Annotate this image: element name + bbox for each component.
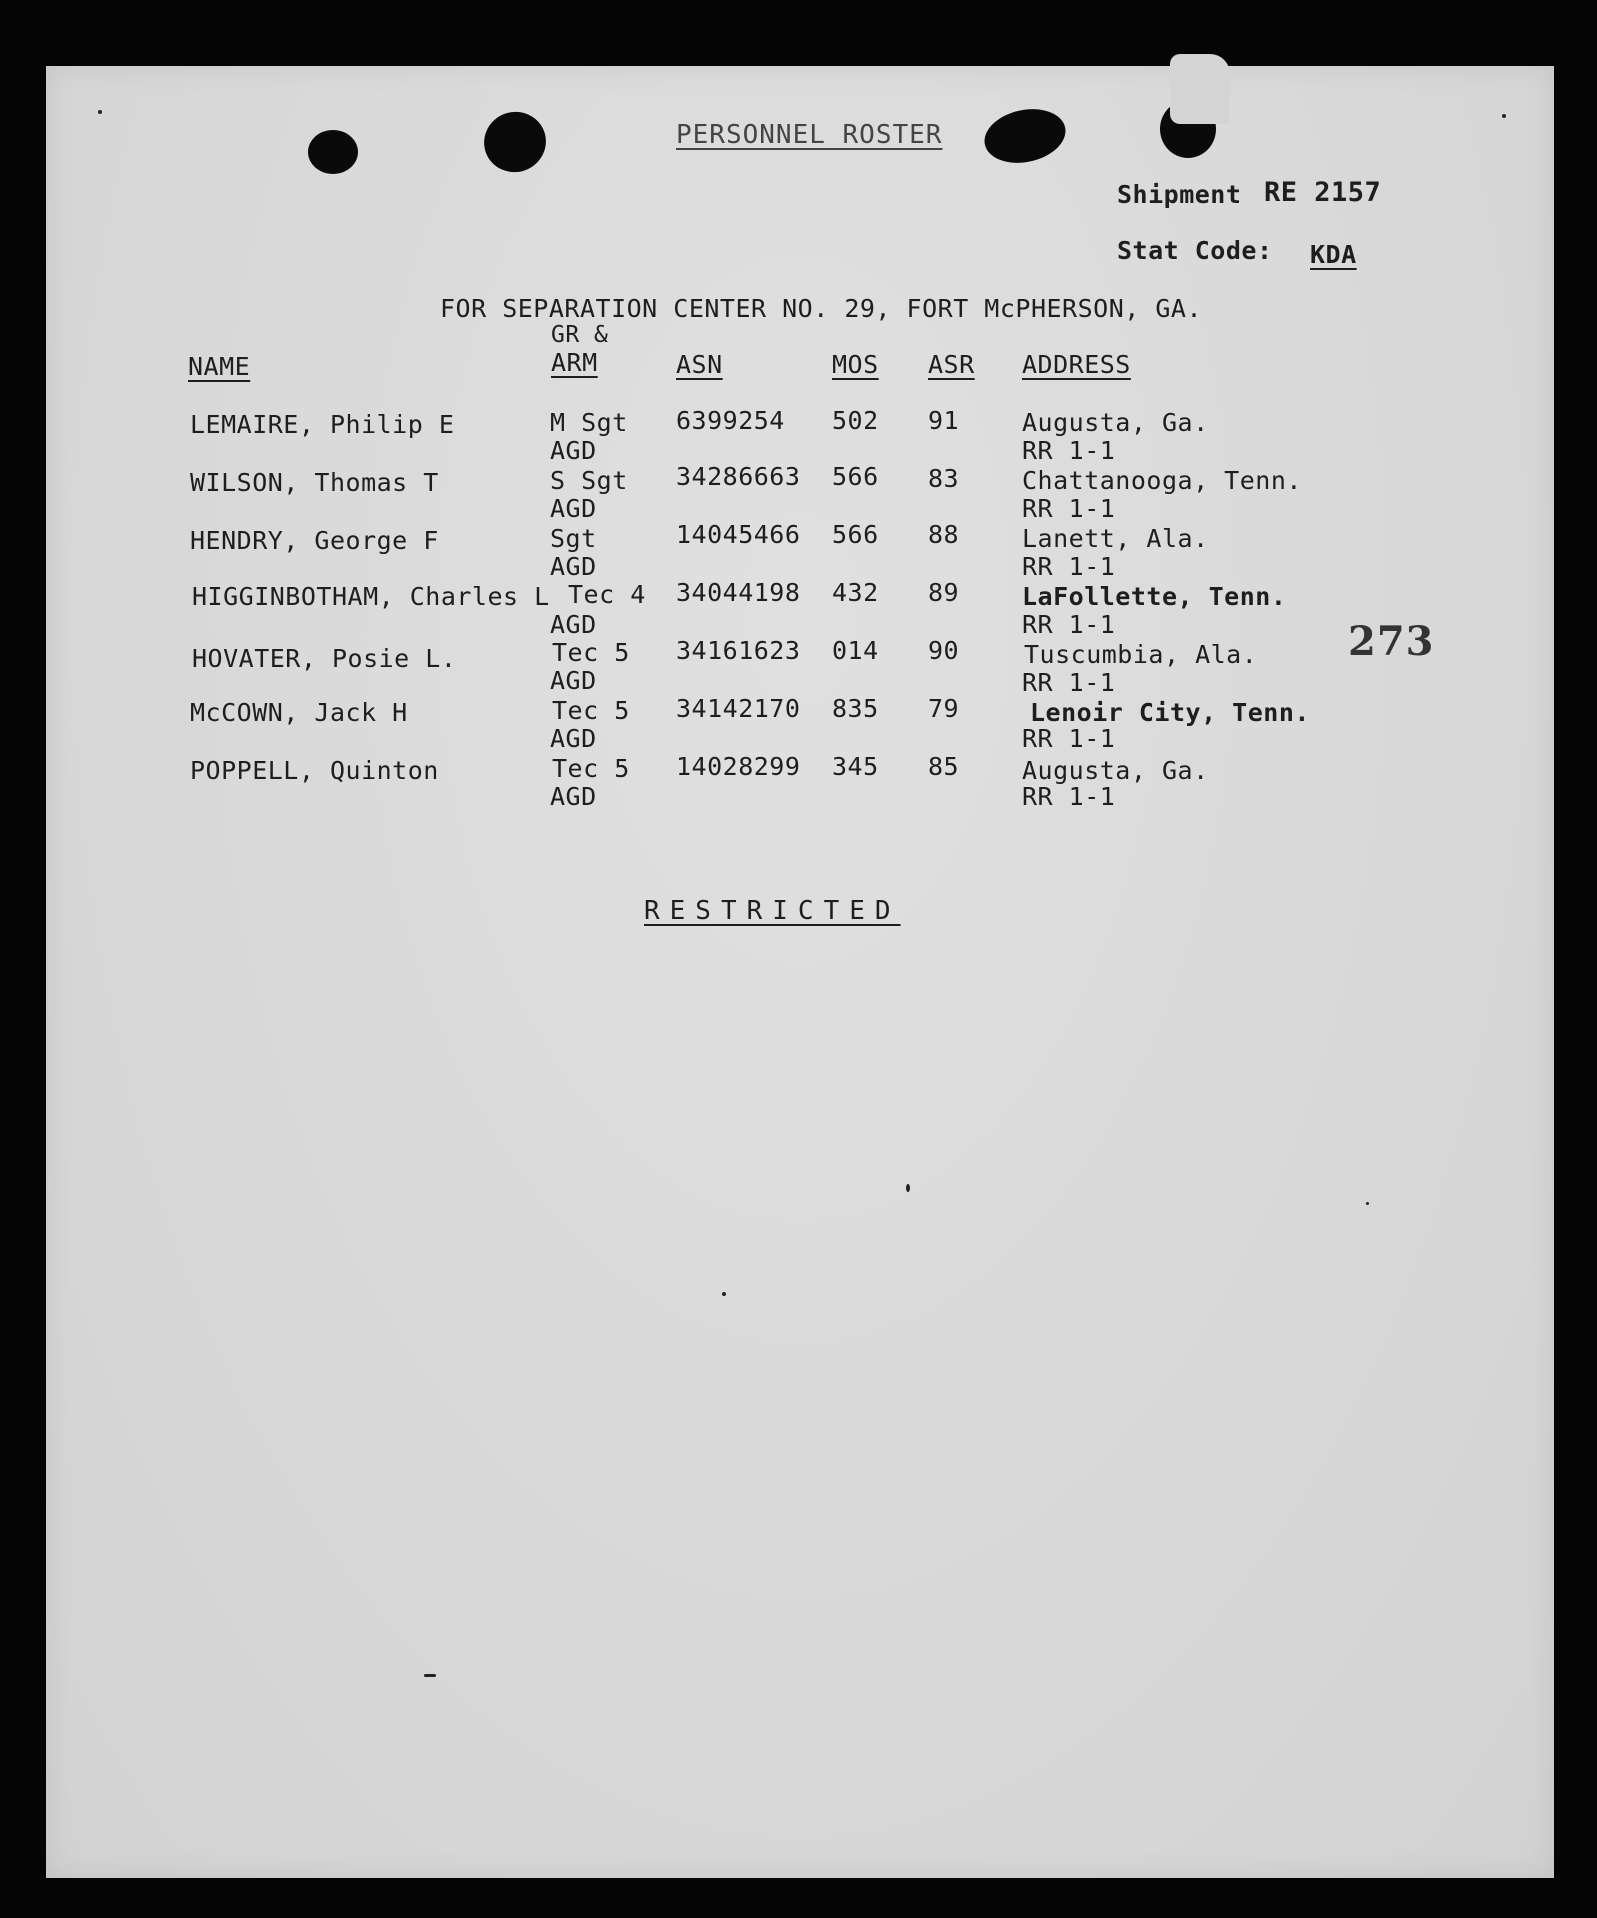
column-header-gr-arm-line1: GR &	[551, 322, 609, 348]
row-asn: 6399254	[676, 406, 785, 435]
row-mos: 432	[832, 578, 879, 607]
row-mos: 502	[832, 406, 879, 435]
row-grade: Sgt	[550, 524, 597, 553]
row-grade: S Sgt	[550, 466, 628, 495]
classification-marking: RESTRICTED	[644, 896, 901, 926]
row-asr: 88	[928, 520, 960, 549]
row-mos: 345	[832, 752, 879, 781]
row-asn: 34044198	[676, 578, 801, 607]
row-name: WILSON, Thomas T	[190, 468, 439, 497]
column-header-address: ADDRESS	[1022, 350, 1131, 379]
row-name: HIGGINBOTHAM, Charles L	[192, 582, 550, 611]
row-address-line2: RR 1-1	[1022, 552, 1116, 581]
column-header-asn: ASN	[676, 350, 723, 379]
document-page	[46, 66, 1554, 1878]
row-mos: 566	[832, 462, 879, 491]
row-address: LaFollette, Tenn.	[1022, 582, 1287, 611]
row-address: Tuscumbia, Ala.	[1024, 640, 1258, 669]
page-number-stamp: 273	[1348, 618, 1435, 665]
row-address: Augusta, Ga.	[1022, 408, 1209, 437]
punch-hole	[308, 130, 358, 174]
shipment-label: Shipment	[1117, 180, 1242, 209]
row-arm: AGD	[550, 494, 597, 523]
row-arm: AGD	[550, 436, 597, 465]
row-mos: 835	[832, 694, 879, 723]
row-name: HOVATER, Posie L.	[192, 644, 457, 673]
document-heading: FOR SEPARATION CENTER NO. 29, FORT McPHERSON, GA.	[440, 294, 1203, 323]
row-grade: Tec 4	[568, 580, 646, 609]
column-header-name: NAME	[188, 352, 251, 381]
row-address: Augusta, Ga.	[1022, 756, 1209, 785]
scan-speck	[1366, 1202, 1369, 1205]
row-asr: 79	[928, 694, 960, 723]
scan-speck	[424, 1674, 436, 1677]
row-address-line2: RR 1-1	[1022, 782, 1116, 811]
row-arm: AGD	[550, 666, 597, 695]
torn-paper-tab	[1170, 54, 1230, 124]
row-address-line2: RR 1-1	[1022, 436, 1116, 465]
row-name: HENDRY, George F	[190, 526, 439, 555]
scan-speck	[98, 110, 102, 114]
document-title: PERSONNEL ROSTER	[676, 120, 943, 150]
row-address: Lenoir City, Tenn.	[1030, 698, 1310, 727]
row-asn: 34161623	[676, 636, 801, 665]
stat-code-label: Stat Code:	[1117, 236, 1273, 265]
scan-speck	[1502, 114, 1506, 118]
row-grade: Tec 5	[552, 754, 630, 783]
row-address-line2: RR 1-1	[1022, 724, 1116, 753]
row-asn: 14028299	[676, 752, 801, 781]
row-name: McCOWN, Jack H	[190, 698, 408, 727]
row-grade: Tec 5	[552, 638, 630, 667]
row-asr: 83	[928, 464, 960, 493]
row-asn: 34142170	[676, 694, 801, 723]
row-address-line2: RR 1-1	[1022, 610, 1116, 639]
row-asn: 34286663	[676, 462, 801, 491]
row-asr: 91	[928, 406, 960, 435]
row-address-line2: RR 1-1	[1022, 668, 1116, 697]
row-asr: 85	[928, 752, 960, 781]
row-asr: 89	[928, 578, 960, 607]
column-header-gr-arm: ARM	[551, 348, 598, 377]
row-grade: Tec 5	[552, 696, 630, 725]
row-name: POPPELL, Quinton	[190, 756, 439, 785]
row-address-line2: RR 1-1	[1022, 494, 1116, 523]
row-address: Chattanooga, Tenn.	[1022, 466, 1302, 495]
row-arm: AGD	[550, 782, 597, 811]
row-asr: 90	[928, 636, 960, 665]
row-arm: AGD	[550, 610, 597, 639]
row-grade: M Sgt	[550, 408, 628, 437]
shipment-value: RE 2157	[1264, 177, 1382, 208]
scan-speck	[722, 1292, 726, 1296]
row-mos: 014	[832, 636, 879, 665]
stat-code-value: KDA	[1310, 240, 1357, 269]
row-address: Lanett, Ala.	[1022, 524, 1209, 553]
row-arm: AGD	[550, 552, 597, 581]
scan-speck	[906, 1184, 910, 1192]
row-asn: 14045466	[676, 520, 801, 549]
row-mos: 566	[832, 520, 879, 549]
row-name: LEMAIRE, Philip E	[190, 410, 455, 439]
row-arm: AGD	[550, 724, 597, 753]
column-header-asr: ASR	[928, 350, 975, 379]
column-header-mos: MOS	[832, 350, 879, 379]
